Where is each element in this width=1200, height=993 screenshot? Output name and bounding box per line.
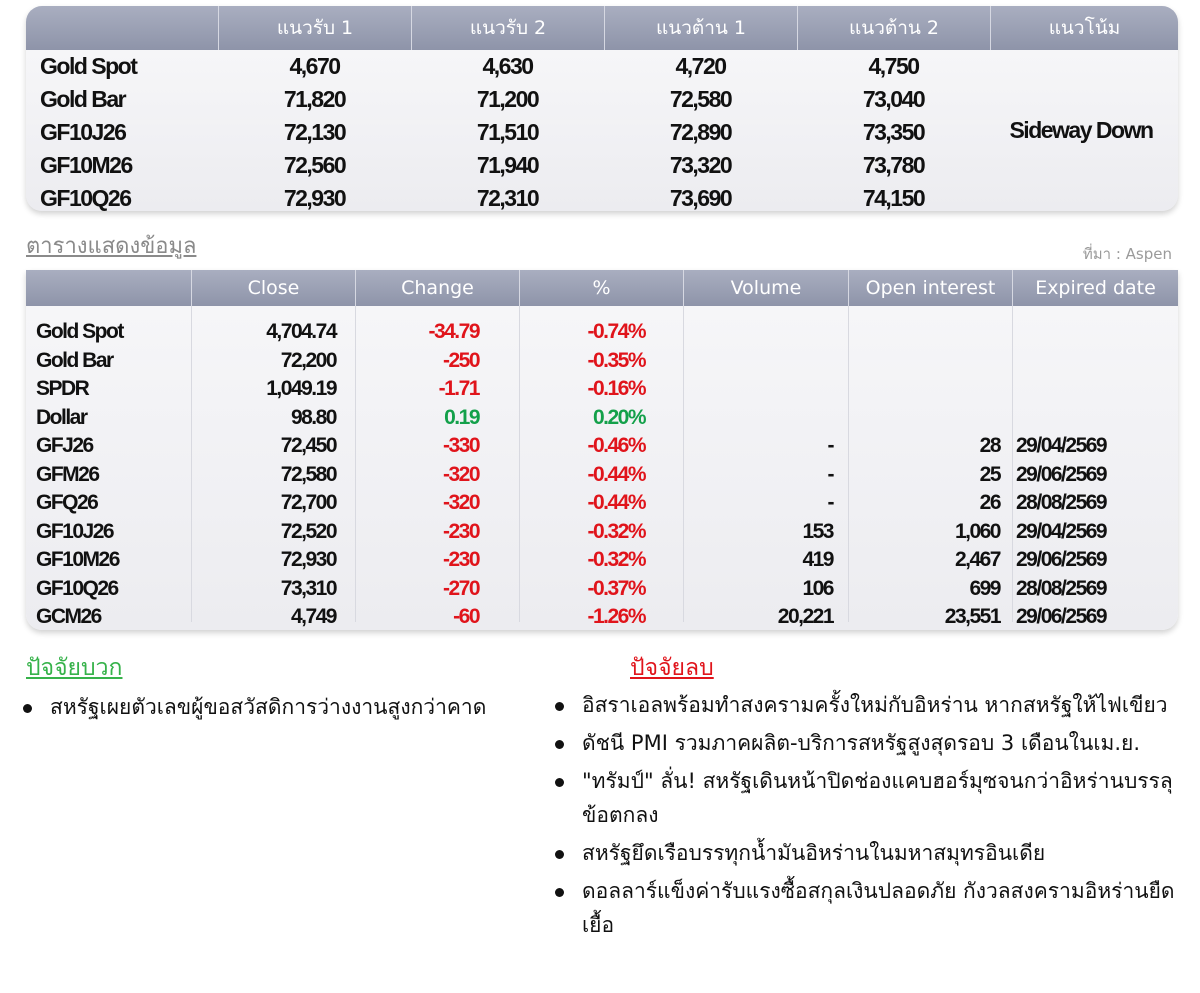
sr-cell: 71,820 xyxy=(283,86,346,112)
sr-header-cell: แนวรับ 2 xyxy=(411,6,604,50)
sr-cell: 73,690 xyxy=(669,185,732,211)
data-cell-expiry: 29/06/2569 xyxy=(1016,462,1107,486)
data-cell-volume: 106 xyxy=(802,576,833,600)
data-header-cell: Expired date xyxy=(1012,270,1178,306)
data-cell-volume: - xyxy=(827,462,833,486)
data-cell-volume xyxy=(683,374,833,403)
data-cell-change: -230 xyxy=(442,548,479,571)
data-cell-oi: 23,551 xyxy=(944,605,1000,628)
data-row-name: Gold Spot xyxy=(36,320,123,343)
sr-header-cell: แนวต้าน 2 xyxy=(797,6,990,50)
data-cell-pct: -0.32% xyxy=(587,548,645,571)
data-cell-close: 72,930 xyxy=(280,548,336,571)
data-cell-close: 1,049.19 xyxy=(266,377,336,400)
positive-factors-title: ปัจจัยบวก xyxy=(26,655,123,681)
sr-cell: 71,940 xyxy=(476,152,539,178)
data-header-cell: Close xyxy=(191,270,355,306)
factor-item: สหรัฐเผยตัวเลขผู้ขอสวัสดิการว่างงานสูงกว่าคาด xyxy=(18,690,548,724)
data-row xyxy=(26,460,1178,489)
data-cell-expiry xyxy=(1016,346,1176,375)
data-cell-expiry xyxy=(1016,403,1176,432)
sr-cell: 4,670 xyxy=(289,53,340,79)
data-cell-oi: 2,467 xyxy=(954,548,1000,571)
data-cell-volume: - xyxy=(827,491,833,514)
sr-cell: 4,720 xyxy=(675,53,726,79)
data-row-name: Dollar xyxy=(36,405,87,429)
data-cell-volume: 419 xyxy=(802,548,833,571)
data-row-name: SPDR xyxy=(36,377,89,400)
data-table-header xyxy=(26,270,1178,306)
data-cell-expiry: 29/06/2569 xyxy=(1016,605,1107,628)
sr-header-cell: แนวรับ 1 xyxy=(218,6,411,50)
data-cell-pct: -0.32% xyxy=(587,519,645,543)
data-table-body xyxy=(26,306,1178,630)
data-cell-volume: 153 xyxy=(802,519,833,543)
data-header-cell: % xyxy=(519,270,683,306)
data-cell-close: 98.80 xyxy=(290,405,336,429)
data-cell-pct: -0.35% xyxy=(587,348,645,372)
data-cell-pct: -1.26% xyxy=(587,605,645,628)
data-header-cell: Change xyxy=(355,270,519,306)
data-cell-expiry: 28/08/2569 xyxy=(1016,576,1107,600)
data-row-name: GFJ26 xyxy=(36,434,93,457)
data-cell-expiry: 29/04/2569 xyxy=(1016,434,1107,457)
data-cell-pct: -0.16% xyxy=(587,377,645,400)
data-row xyxy=(26,431,1178,460)
section-title: ตารางแสดงข้อมูล xyxy=(26,234,197,259)
data-header-cell: Open interest xyxy=(848,270,1012,306)
sr-header-cell: แนวต้าน 1 xyxy=(604,6,797,50)
data-row-name: GFQ26 xyxy=(36,491,98,514)
data-cell-change: -320 xyxy=(442,462,479,486)
data-cell-change: -270 xyxy=(442,576,479,600)
sr-cell: 72,580 xyxy=(669,86,732,112)
data-row-name: GF10M26 xyxy=(36,548,119,571)
trend-value: Sideway Down xyxy=(1009,117,1153,143)
data-header-cell: Volume xyxy=(683,270,848,306)
sr-cell: 73,780 xyxy=(862,152,925,178)
data-cell-change: -34.79 xyxy=(428,320,479,343)
data-cell-volume: - xyxy=(827,434,833,457)
sr-cell: 4,630 xyxy=(482,53,533,79)
data-row xyxy=(26,346,1178,375)
sr-cell: 71,200 xyxy=(476,86,539,112)
sr-cell: 73,350 xyxy=(862,119,925,145)
data-cell-change: -250 xyxy=(442,348,479,372)
data-cell-close: 72,580 xyxy=(280,462,336,486)
support-resistance-table xyxy=(26,6,1178,211)
data-header-cell xyxy=(26,270,191,306)
data-cell-volume xyxy=(683,317,833,346)
data-cell-oi: 699 xyxy=(969,576,1000,600)
data-cell-pct: -0.37% xyxy=(587,576,645,600)
sr-cell: 72,890 xyxy=(669,119,732,145)
source-label: ที่มา : Aspen xyxy=(1082,245,1172,263)
data-row-name: GCM26 xyxy=(36,605,101,628)
data-cell-volume: 20,221 xyxy=(777,605,833,628)
sr-row-name: GF10J26 xyxy=(40,119,126,145)
sr-cell: 4,750 xyxy=(868,53,919,79)
negative-factors-list xyxy=(550,688,1180,946)
sr-cell: 71,510 xyxy=(476,119,539,145)
data-cell-close: 4,704.74 xyxy=(266,320,336,343)
factor-item: "ทรัมป์" ลั่น! สหรัฐเดินหน้าปิดช่องแคบฮอร์มุซจนกว่าอิหร่านบรรลุข้อตกลง xyxy=(550,764,1180,832)
data-cell-oi: 1,060 xyxy=(954,519,1000,543)
data-cell-oi xyxy=(848,403,1000,432)
data-cell-expiry xyxy=(1016,317,1176,346)
data-row-name: GF10Q26 xyxy=(36,576,118,600)
data-row-name: Gold Bar xyxy=(36,348,113,372)
data-cell-close: 72,200 xyxy=(280,348,336,372)
data-cell-pct: -0.74% xyxy=(587,320,645,343)
data-row-name: GF10J26 xyxy=(36,519,114,543)
data-row xyxy=(26,403,1178,432)
data-row xyxy=(26,574,1178,603)
data-cell-close: 4,749 xyxy=(290,605,336,628)
data-cell-expiry: 28/08/2569 xyxy=(1016,491,1107,514)
sr-cell: 72,310 xyxy=(476,185,539,211)
data-row xyxy=(26,517,1178,546)
factor-item: อิสราเอลพร้อมทำสงครามครั้งใหม่กับอิหร่าน หากสหรัฐให้ไฟเขียว xyxy=(550,688,1180,722)
data-row-name: GFM26 xyxy=(36,462,99,486)
sr-cell: 73,040 xyxy=(862,86,925,112)
data-cell-oi: 28 xyxy=(979,434,1000,457)
data-cell-change: -330 xyxy=(442,434,479,457)
data-cell-pct: 0.20% xyxy=(592,405,645,429)
data-cell-oi xyxy=(848,346,1000,375)
data-cell-change: -1.71 xyxy=(438,377,479,400)
factor-item: สหรัฐยึดเรือบรรทุกน้ำมันอิหร่านในมหาสมุทรอินเดีย xyxy=(550,836,1180,870)
data-cell-expiry: 29/04/2569 xyxy=(1016,519,1107,543)
sr-header-cell: แนวโน้ม xyxy=(990,6,1178,50)
sr-cell: 74,150 xyxy=(862,185,925,211)
data-cell-close: 72,450 xyxy=(280,434,336,457)
data-cell-oi xyxy=(848,374,1000,403)
data-row xyxy=(26,545,1178,574)
data-cell-change: -320 xyxy=(442,491,479,514)
sr-header-cell xyxy=(26,6,218,50)
data-cell-volume xyxy=(683,403,833,432)
sr-table-header xyxy=(26,6,1178,50)
data-cell-pct: -0.46% xyxy=(587,434,645,457)
sr-row-name: GF10M26 xyxy=(40,152,132,178)
sr-row-name: GF10Q26 xyxy=(40,185,131,211)
data-cell-expiry xyxy=(1016,374,1176,403)
factor-item: ดัชนี PMI รวมภาคผลิต-บริการสหรัฐสูงสุดรอบ 3 เดือนในเม.ย. xyxy=(550,726,1180,760)
data-cell-pct: -0.44% xyxy=(587,491,645,514)
data-row xyxy=(26,602,1178,630)
sr-cell: 72,130 xyxy=(283,119,346,145)
sr-row-name: Gold Spot xyxy=(40,53,137,79)
sr-cell: 72,560 xyxy=(283,152,346,178)
factor-item: ดอลลาร์แข็งค่ารับแรงซื้อสกุลเงินปลอดภัย กังวลสงครามอิหร่านยืดเยื้อ xyxy=(550,874,1180,942)
data-cell-volume xyxy=(683,346,833,375)
data-cell-change: 0.19 xyxy=(444,405,479,429)
positive-factors-list xyxy=(18,690,548,724)
data-cell-change: -230 xyxy=(442,519,479,543)
sr-table-body xyxy=(26,50,1178,211)
data-cell-close: 72,520 xyxy=(280,519,336,543)
data-cell-change: -60 xyxy=(453,605,479,628)
data-cell-expiry: 29/06/2569 xyxy=(1016,548,1107,571)
data-cell-close: 72,700 xyxy=(280,491,336,514)
data-cell-oi: 25 xyxy=(979,462,1000,486)
data-cell-oi xyxy=(848,317,1000,346)
data-cell-close: 73,310 xyxy=(280,576,336,600)
sr-cell: 73,320 xyxy=(669,152,732,178)
data-row xyxy=(26,317,1178,346)
market-data-table xyxy=(26,270,1178,630)
data-cell-pct: -0.44% xyxy=(587,462,645,486)
negative-factors-title: ปัจจัยลบ xyxy=(630,655,714,681)
sr-row-name: Gold Bar xyxy=(40,86,126,112)
data-row xyxy=(26,374,1178,403)
sr-cell: 72,930 xyxy=(283,185,346,211)
data-cell-oi: 26 xyxy=(979,491,1000,514)
data-row xyxy=(26,488,1178,517)
